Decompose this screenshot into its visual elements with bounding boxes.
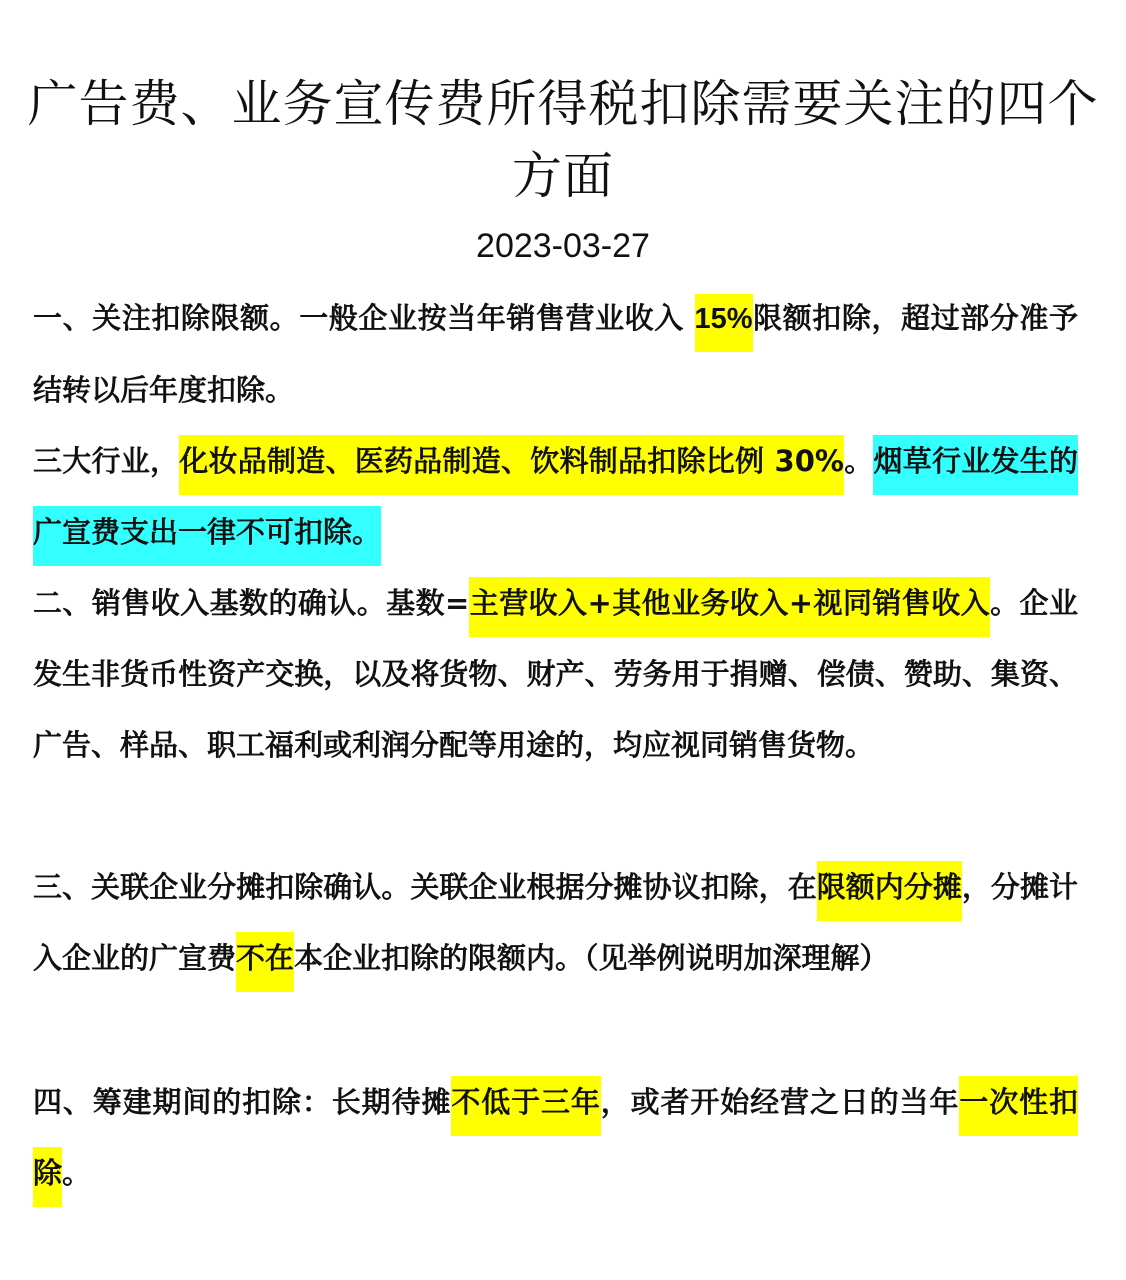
section-4-text-b: ，或者开始经营之日的当年 xyxy=(600,1085,960,1119)
section-4-text-a: 四、筹建期间的扣除：长期待摊 xyxy=(33,1085,452,1119)
document-title: 广告费、业务宣传费所得税扣除需要关注的四个方面 xyxy=(27,75,1099,205)
section-1-highlight-rate: 15% xyxy=(695,294,753,352)
section-3-text-c: 本企业扣除的限额内。（见举例说明加深理解） xyxy=(294,941,889,975)
section-3-affiliate-allocation xyxy=(33,852,1078,994)
section-2-highlight-base: 主营收入+其他业务收入+视同销售收入 xyxy=(469,577,990,637)
section-4-highlight-three-years: 不低于三年 xyxy=(451,1076,600,1136)
section-1-industries xyxy=(33,426,1078,568)
section-1-text-b: 限额扣除，超过部分准予结转以后年度扣除。 xyxy=(33,301,1078,407)
section-2-text-b: 。企业发生非货币性资产交换，以及将货物、财产、劳务用于捐赠、偿债、赞助、集资、广告、样品、职工福利或利润分配等用途的，均应视同销售货物。 xyxy=(33,586,1078,762)
section-3-text-a: 三、关联企业分摊扣除确认。关联企业根据分摊协议扣除，在 xyxy=(33,870,817,904)
publish-date: 2023-03-27 xyxy=(476,227,650,265)
section-4-text-c: 。 xyxy=(62,1156,92,1190)
section-4-highlight-one-time: 一次性扣除 xyxy=(33,1076,1078,1207)
section-4-preparation-period xyxy=(33,1067,1078,1209)
section-3-highlight-not-in: 不在 xyxy=(236,932,294,992)
industries-text-a: 三大行业， xyxy=(33,444,180,478)
section-1-text-a: 一、关注扣除限额。一般企业按当年销售营业收入 xyxy=(33,301,695,335)
industries-text-b: 。 xyxy=(843,444,874,478)
section-1-deduction-limit xyxy=(33,283,1078,426)
section-2-text-a: 二、销售收入基数的确认。基数= xyxy=(33,586,470,620)
industries-highlight-30: 化妆品制造、医药品制造、饮料制品扣除比例 30% xyxy=(179,435,844,495)
section-2-revenue-base xyxy=(33,568,1078,781)
industries-highlight-tobacco: 烟草行业发生的广宣费支出一律不可扣除。 xyxy=(33,435,1078,566)
section-3-text-b: ，分摊计入企业的广宣费 xyxy=(33,870,1078,975)
section-3-highlight-within-limit: 限额内分摊 xyxy=(817,861,962,921)
